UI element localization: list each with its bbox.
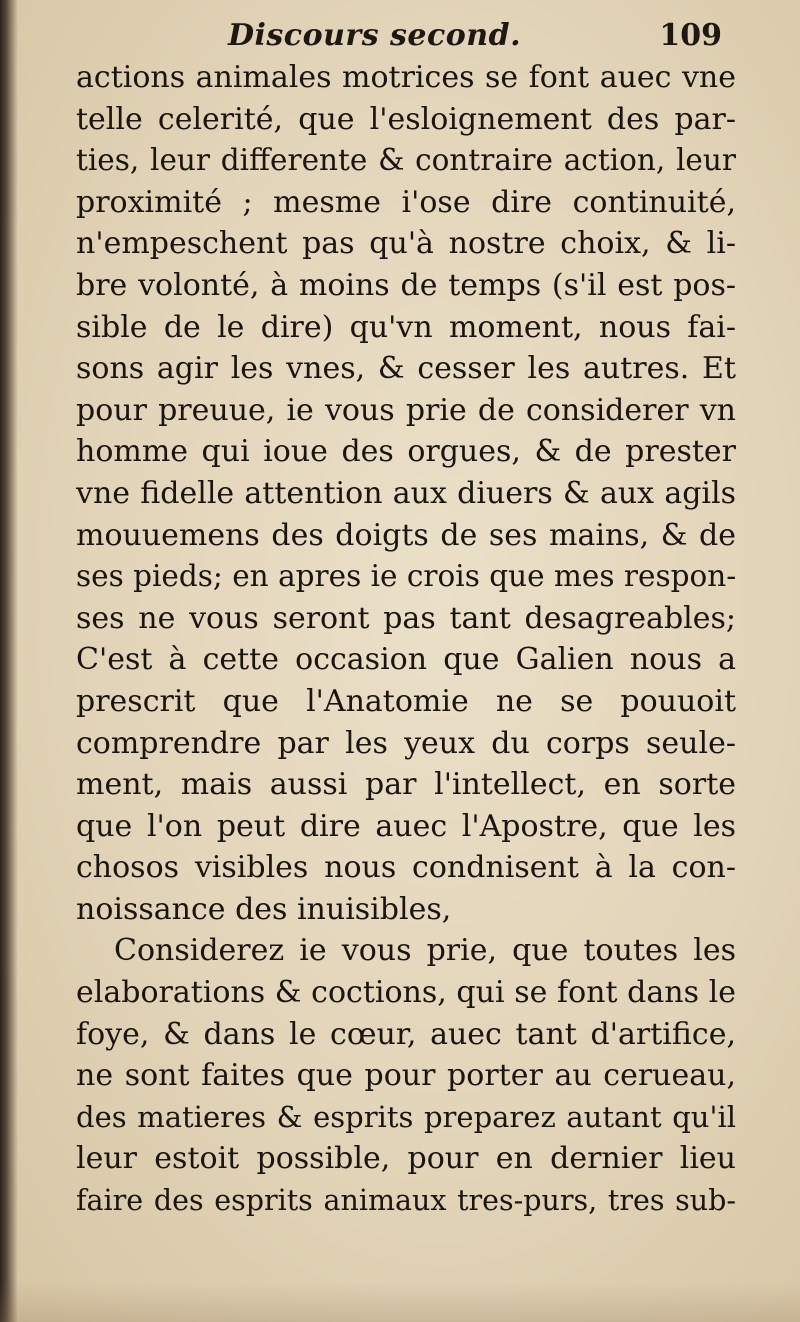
text-line: ment, mais aussi par l'intellect, en sorte xyxy=(76,767,736,803)
page-bottom-margin xyxy=(0,1282,800,1322)
text-line: chosos visibles nous condnisent à la con- xyxy=(76,850,736,886)
text-line: bre volonté, à moins de temps (s'il est pos- xyxy=(76,267,736,303)
text-line: leur estoit possible, pour en dernier lieu xyxy=(76,1141,736,1177)
text-line: homme qui ioue des orgues, & de prester xyxy=(76,434,736,470)
text-line: noissance des inuisibles, xyxy=(76,891,452,927)
text-line: pour preuue, ie vous prie de considerer vn xyxy=(76,392,736,428)
text-line: ties, leur differente & contraire action, leur xyxy=(76,143,736,178)
text-line: vne fidelle attention aux diuers & aux agils xyxy=(76,475,736,511)
text-line: que l'on peut dire auec l'Apostre, que les xyxy=(76,808,736,844)
page-number: 109 xyxy=(659,18,722,53)
page-header xyxy=(62,18,732,60)
running-head: Discours second. xyxy=(228,18,522,53)
paragraph-first-line: Considerez ie vous prie, que toutes les xyxy=(114,933,736,969)
text-line: proximité ; mesme i'ose dire continuité, xyxy=(76,184,736,220)
text-line: n'empeschent pas qu'à nostre choix, & li- xyxy=(76,226,736,262)
text-line: C'est à cette occasion que Galien nous a xyxy=(76,642,736,678)
text-line: sible de le dire) qu'vn moment, nous fai- xyxy=(76,309,736,345)
text-line: mouuemens des doigts de ses mains, & de xyxy=(76,517,736,553)
text-line: foye, & dans le cœur, auec tant d'artifice, xyxy=(76,1016,736,1052)
text-line: telle celerité, que l'esloignement des par- xyxy=(76,101,736,137)
text-line: ne sont faites que pour porter au cerueau, xyxy=(76,1058,736,1094)
body-text xyxy=(76,57,736,1222)
text-line: faire des esprits animaux tres-purs, tres sub- xyxy=(76,1184,736,1218)
text-line: ses ne vous seront pas tant desagreables; xyxy=(76,600,736,636)
text-line: comprendre par les yeux du corps seule- xyxy=(76,725,736,761)
text-line: prescrit que l'Anatomie ne se pouuoit xyxy=(76,683,736,719)
gutter-shadow xyxy=(0,0,18,1322)
text-line: sons agir les vnes, & cesser les autres. Et xyxy=(76,351,736,387)
text-line: des matieres & esprits preparez autant qu'il xyxy=(76,1099,736,1134)
text-line: actions animales motrices se font auec vne xyxy=(76,60,736,95)
text-line: elaborations & coctions, qui se font dans le xyxy=(76,975,736,1011)
text-line: ses pieds; en apres ie crois que mes respon- xyxy=(76,559,737,594)
